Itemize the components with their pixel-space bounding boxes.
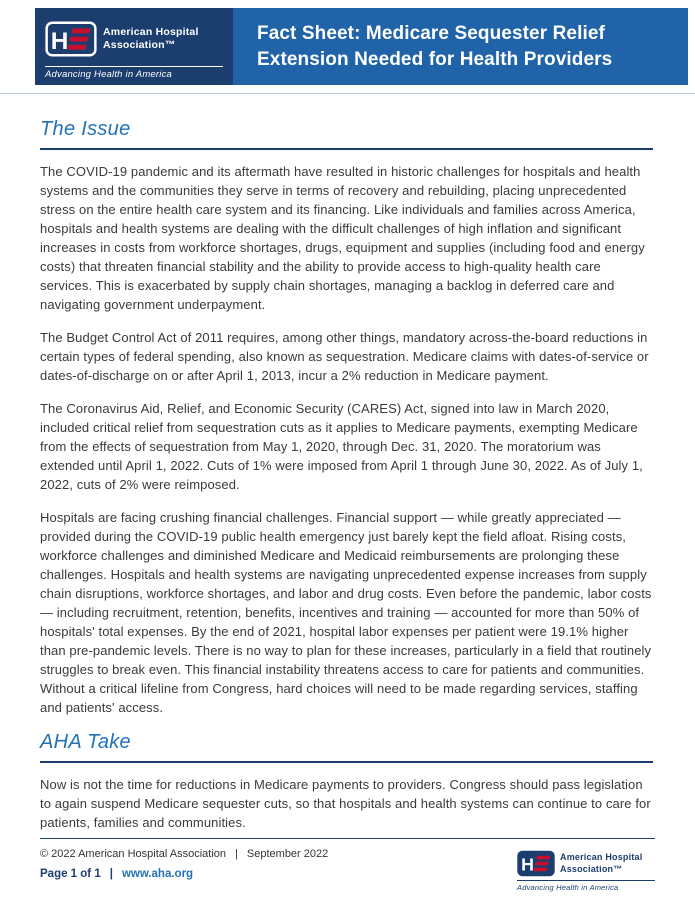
footer-separator: | [109, 868, 113, 880]
logo-org-name-line1: American Hospital [103, 25, 199, 38]
svg-text:H: H [50, 27, 69, 55]
footer-text [40, 848, 328, 880]
footer-aha-logo [517, 850, 655, 892]
header-hairline [0, 93, 695, 94]
document-title-bar [233, 8, 688, 85]
paragraph: The Budget Control Act of 2011 requires, among other things, mandatory across-the-board reductions in certain types of federal spending, also known as sequestration. Medicare claims with dates-of-service or dates-of-discharge on or after April 1, 2013, incur a 2% reduction in Medicare payment. [40, 330, 649, 383]
footer-logo-tagline: Advancing Health in America [517, 883, 619, 892]
copyright-text: © 2022 American Hospital Association [40, 848, 227, 860]
masthead [35, 8, 688, 85]
aha-logo-icon [517, 850, 555, 877]
footer-logo-org-name [560, 852, 642, 875]
footer-separator: | [235, 848, 238, 860]
logo-tagline: Advancing Health in America [45, 69, 173, 80]
logo-org-name-line2: Association™ [103, 39, 176, 51]
document-body [0, 118, 695, 832]
page-title-line1: Fact Sheet: Medicare Sequester Relief [257, 22, 605, 44]
svg-text:H: H [521, 854, 535, 875]
section-heading-the-issue: The Issue [40, 118, 131, 140]
publication-date: September 2022 [246, 848, 329, 860]
page-footer [40, 838, 655, 892]
footer-logo-divider [517, 880, 655, 881]
paragraph: The COVID-19 pandemic and its aftermath have resulted in historic challenges for hospitals and health systems and the communities they serve in terms of recovery and rebuilding, placing unprecedented stress on the entire health care system and its financing. Like individuals and families across America, hospitals and health systems are dealing with the difficult challenges of high inflation and significant increases in costs from workforce shortages, drugs, equipment and supplies (including food and energy costs) that threaten financial stability and the ability to provide access to high-quality health care services. This is exacerbated by supply chain shortages, managing a backlog in deferred care and navigating government underpayment. [40, 164, 645, 312]
paragraph: Hospitals are facing crushing financial challenges. Financial support — while greatly appreciated — provided during the COVID-19 public health emergency just barely kept the field afloat. Rising costs, workforce challenges and diminished Medicare and Medicaid reimbursements are prolonging these challenges. Hospitals and health systems are navigating unprecedented expense increases from supply chain disruptions, workforce shortages, and labor and drug costs. Even before the pandemic, labor costs — including recruitment, retention, benefits, incentives and training — accounted for more than 50% of hospitals' total expenses. By the end of 2021, hospital labor expenses per patient were 19.1% higher than pre-pandemic levels. There is no way to plan for these increases, particularly in a field that routinely struggles to break even. This financial instability threatens access to care for patients and communities. Without a critical lifeline from Congress, hard choices will need to be made regarding services, staffing and patients' access. [40, 510, 652, 715]
page-number: Page 1 of 1 [40, 868, 101, 880]
paragraph: The Coronavirus Aid, Relief, and Economic Security (CARES) Act, signed into law in March 2020, included critical relief from sequestration cuts as it applies to Medicare payments, exempting Medicare from the effects of sequestration from May 1, 2020, through Dec. 31, 2020. The moratorium was extended until April 1, 2022. Cuts of 1% were imposed from April 1 through June 30, 2022. As of July 1, 2022, cuts of 2% were reimposed. [40, 401, 643, 492]
page-line [40, 868, 328, 880]
aha-logo-block [35, 8, 233, 85]
section-rule [40, 148, 653, 150]
website-link[interactable]: www.aha.org [121, 868, 194, 880]
page-title-line2: Extension Needed for Health Providers [257, 48, 613, 70]
footer-rule [40, 838, 655, 839]
paragraph: Now is not the time for reductions in Medicare payments to providers. Congress should pass legislation to again suspend Medicare sequester cuts, so that hospitals and health systems can continue to care for patients, families and communities. [40, 777, 651, 830]
section-heading-aha-take: AHA Take [40, 731, 131, 753]
footer-logo-org-name-line2: Association™ [560, 863, 623, 874]
logo-org-name [103, 26, 199, 52]
section-rule [40, 761, 653, 763]
footer-logo-org-name-line1: American Hospital [560, 852, 643, 863]
aha-logo-icon [45, 21, 97, 57]
copyright-line [40, 848, 328, 860]
logo-divider [45, 66, 223, 67]
